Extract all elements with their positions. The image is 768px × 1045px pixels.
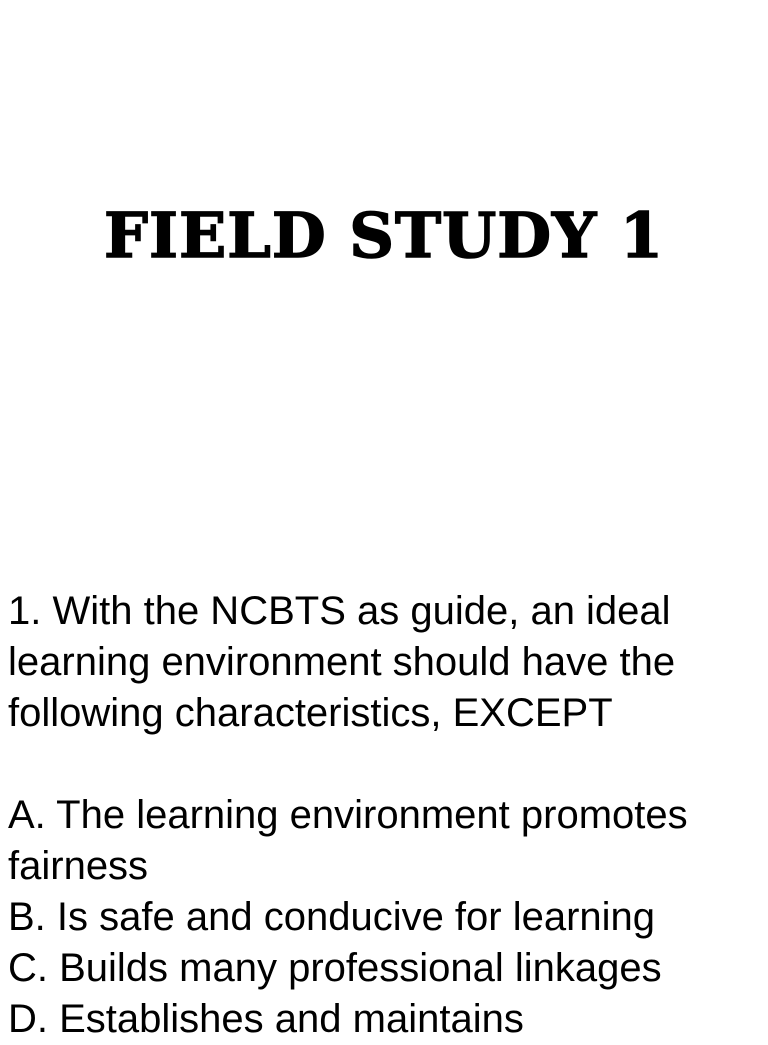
choice-a: A. The learning environment promotes fairness <box>8 793 688 888</box>
choice-b: B. Is safe and conducive for learning <box>8 895 656 939</box>
slide-title: FIELD STUDY 1 <box>104 199 664 272</box>
spacer <box>8 739 763 790</box>
choice-c: C. Builds many professional linkages <box>8 946 662 990</box>
choice-d: D. Establishes and maintains <box>8 997 524 1041</box>
question-block <box>8 586 763 1045</box>
question-text: 1. With the NCBTS as guide, an ideal learning environment should have the following characteristics, EXCEPT <box>8 589 676 735</box>
